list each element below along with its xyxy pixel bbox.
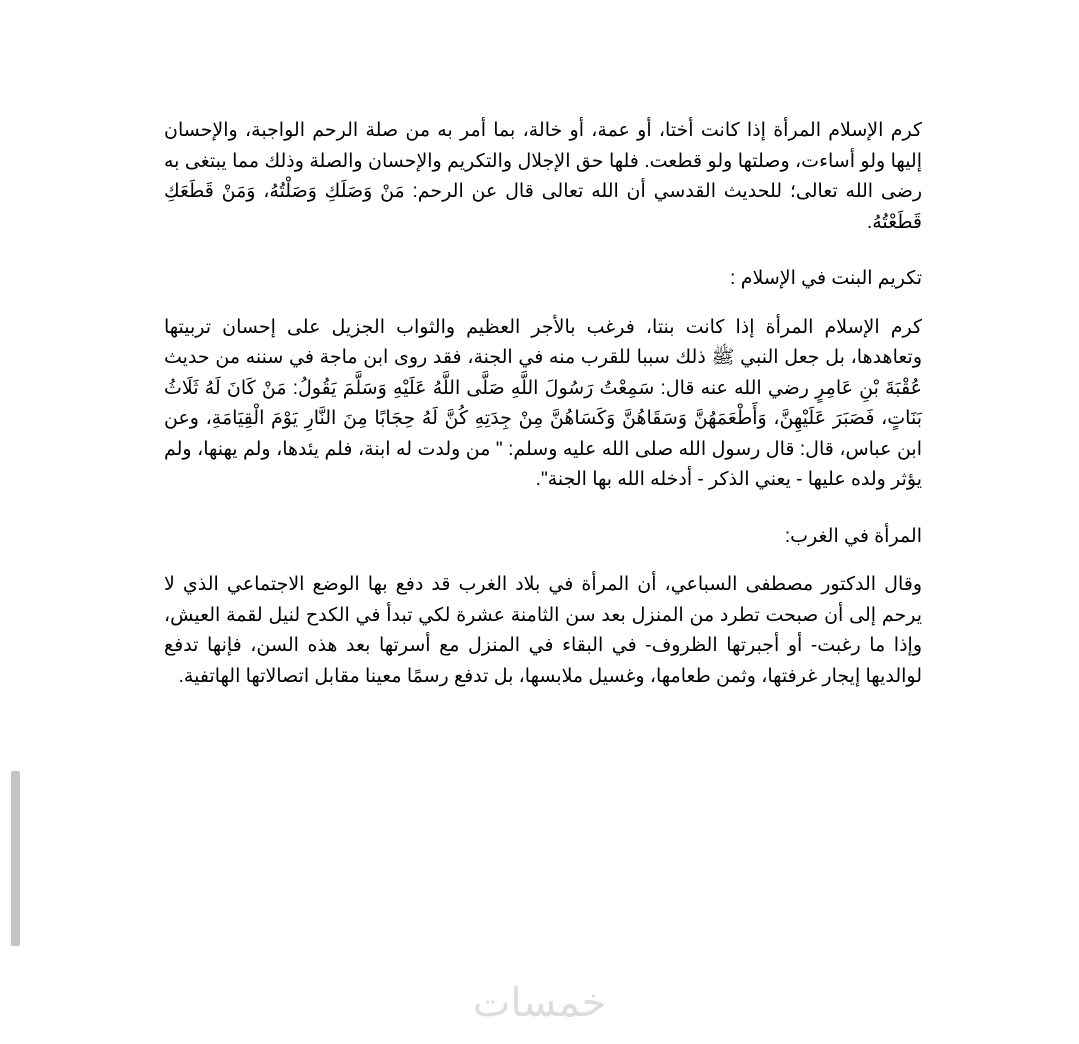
heading-woman-in-west: المرأة في الغرب: (784, 525, 922, 547)
vertical-scrollbar[interactable] (11, 771, 20, 946)
paragraph-daughters: كرم الإسلام المرأة إذا كانت بنتا، فرغب بالأجر العظيم والثواب الجزيل على إحسان تربيتها وتعاهدها، بل جعل النبي ﷺ ذلك سببا للقرب منه في الجنة، فقد روى ابن ماجة في سننه من حديث عُقْبَةَ بْنِ عَامِرٍ رضي الله عنه قال: سَمِعْتُ رَسُولَ اللَّهِ صَلَّى اللَّهُ عَلَيْهِ وَسَلَّمَ يَقُولُ: مَنْ كَانَ لَهُ ثَلَاثُ بَنَاتٍ، فَصَبَرَ عَلَيْهِنَّ، وَأَطْعَمَهُنَّ وَسَقَاهُنَّ وَكَسَاهُنَّ مِنْ جِدَتِهِ كُنَّ لَهُ حِجَابًا مِنَ النَّارِ يَوْمَ الْقِيَامَةِ، وعن ابن عباس، قال: قال رسول الله صلى الله عليه وسلم: " من ولدت له ابنة، فلم يئدها، ولم يهنها، ولم يؤثر ولده عليها - يعني الذكر - أدخله الله بها الجنة". (164, 316, 922, 490)
paragraph-sisters-aunts: كرم الإسلام المرأة إذا كانت أختا، أو عمة، أو خالة، بما أمر به من صلة الرحم الواجبة، والإحسان إليها ولو أساءت، وصلتها ولو قطعت. فلها حق الإجلال والتكريم والإحسان والصلة وذلك مما يبتغى به رضى الله تعالى؛ للحديث القدسي أن الله تعالى قال عن الرحم: مَنْ وَصَلَكِ وَصَلْتُهُ، وَمَنْ قَطَعَكِ قَطَعْتُهُ. (164, 120, 922, 233)
heading-honoring-daughter: تكريم البنت في الإسلام : (730, 268, 922, 289)
document-body (164, 116, 922, 692)
paragraph-west: وقال الدكتور مصطفى السباعي، أن المرأة في بلاد الغرب قد دفع بها الوضع الاجتماعي الذي لا يرحم إلى أن صبحت تطرد من المنزل بعد سن الثامنة عشرة لكي تبدأ في الكدح لنيل لقمة العيش، وإذا ما رغبت- أو أجبرتها الظروف- في البقاء في المنزل مع أسرتها بعد هذه السن، فإنها تدفع لوالديها إيجار غرفتها، وثمن طعامها، وغسيل ملابسها، بل تدفع رسمًا معينا مقابل اتصالاتها الهاتفية. (164, 574, 922, 687)
watermark-logo: خمسات (472, 980, 607, 1026)
